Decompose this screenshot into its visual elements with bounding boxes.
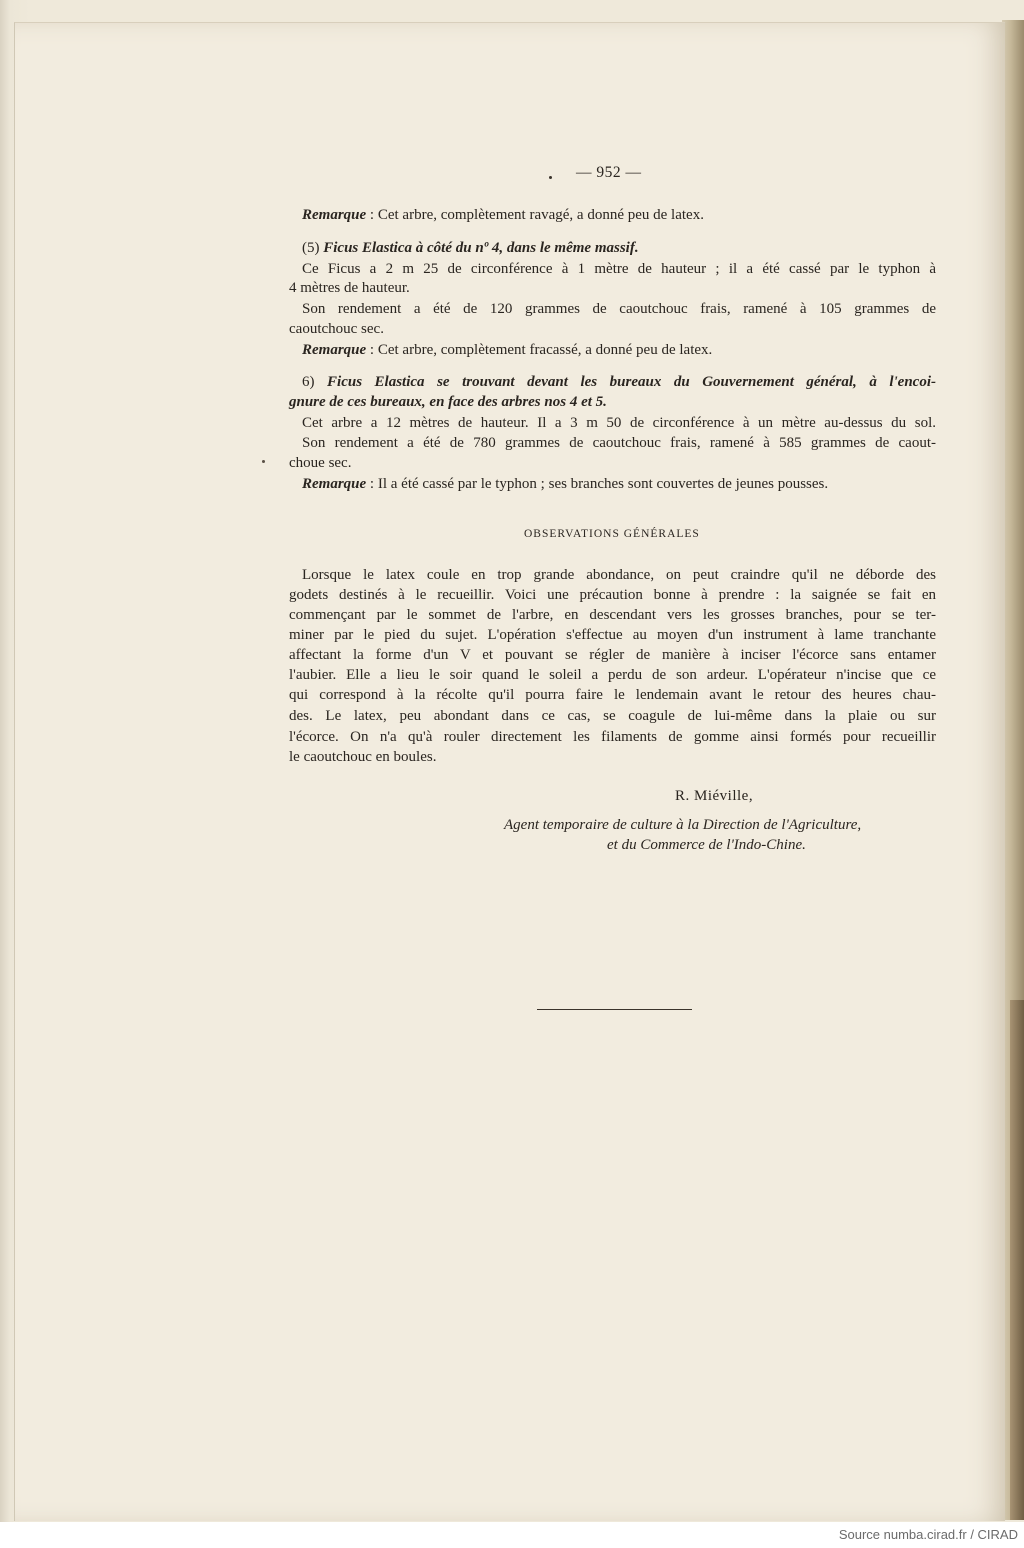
body-line: 4 mètres de hauteur. xyxy=(289,280,410,296)
paragraph-line: qui correspond à la récolte qu'il pourra faire le lendemain avant le retour des heures chau- xyxy=(289,687,936,703)
remark-label: Remarque xyxy=(302,342,367,358)
paragraph-line: l'écorce. On n'a qu'à rouler directement les filaments de gomme ainsi formés pour recueillir xyxy=(289,729,936,745)
author-title-line1: Agent temporaire de culture à la Direction de l'Agriculture, xyxy=(504,817,862,833)
paragraph-line: miner par le pied du sujet. L'opération s'effectue au moyen d'un instrument à lame tranchante xyxy=(289,627,936,643)
section-heading: OBSERVATIONS GÉNÉRALES xyxy=(524,528,700,540)
remark-line: Remarque : Il a été cassé par le typhon ; ses branches sont couvertes de jeunes pousses. xyxy=(302,476,829,492)
author-title-line2: et du Commerce de l'Indo-Chine. xyxy=(607,837,806,853)
remark-label: Remarque xyxy=(302,207,367,223)
paragraph-line: l'aubier. Elle a lieu le soir quand le soleil a perdu de son ardeur. L'opérateur n'incise que ce xyxy=(289,667,936,683)
tree-5-heading: (5) Ficus Elastica à côté du nº 4, dans le même massif. xyxy=(302,240,639,256)
body-line: Ce Ficus a 2 m 25 de circonférence à 1 mètre de hauteur ; il a été cassé par le typhon à xyxy=(302,261,936,277)
tree-5-title: Ficus Elastica à côté du nº 4, dans le même massif. xyxy=(323,240,639,256)
page-edge xyxy=(1002,20,1024,1520)
tree-6-title: Ficus Elastica se trouvant devant les bureaux du Gouvernement général, à l'encoi- xyxy=(327,374,936,390)
page-number: — 952 — xyxy=(576,164,642,181)
tree-6-heading: 6) Ficus Elastica se trouvant devant les bureaux du Gouvernement général, à l'encoi- xyxy=(302,374,936,390)
paragraph-line: des. Le latex, peu abondant dans ce cas, se coagule de lui-même dans la plaie ou sur xyxy=(289,708,936,724)
paragraph-line: commençant par le sommet de l'arbre, en descendant vers les grosses branches, pour se ter- xyxy=(289,607,936,623)
ink-dot xyxy=(549,176,552,179)
author-name: R. Miéville, xyxy=(675,788,754,804)
closing-rule xyxy=(537,1009,692,1010)
paragraph-line: le caoutchouc en boules. xyxy=(289,749,437,765)
remark-label: Remarque xyxy=(302,476,367,492)
paragraph-line: godets destinés à le recueillir. Voici une précaution bonne à prendre : la saignée se fait en xyxy=(289,587,936,603)
body-line: Son rendement a été de 780 grammes de caoutchouc frais, ramené à 585 grammes de caout- xyxy=(302,435,936,451)
paragraph-line: Lorsque le latex coule en trop grande abondance, on peut craindre qu'il ne déborde des xyxy=(302,567,936,583)
tree-6-heading-cont: gnure de ces bureaux, en face des arbres nos 4 et 5. xyxy=(289,394,607,410)
body-line: caoutchouc sec. xyxy=(289,321,384,337)
ink-dot xyxy=(262,460,265,463)
body-line: choue sec. xyxy=(289,455,352,471)
source-credit: Source numba.cirad.fr / CIRAD xyxy=(838,1527,1018,1542)
paragraph-line: affectant la forme d'un V et pouvant se régler de manière à inciser l'écorce sans entamer xyxy=(289,647,936,663)
remark-line: Remarque : Cet arbre, complètement ravagé, a donné peu de latex. xyxy=(302,207,704,223)
body-line: Cet arbre a 12 mètres de hauteur. Il a 3 m 50 de circonférence à un mètre au-dessus du sol. xyxy=(302,415,936,431)
body-line: Son rendement a été de 120 grammes de caoutchouc frais, ramené à 105 grammes de xyxy=(302,301,936,317)
remark-line: Remarque : Cet arbre, complètement fracassé, a donné peu de latex. xyxy=(302,342,713,358)
